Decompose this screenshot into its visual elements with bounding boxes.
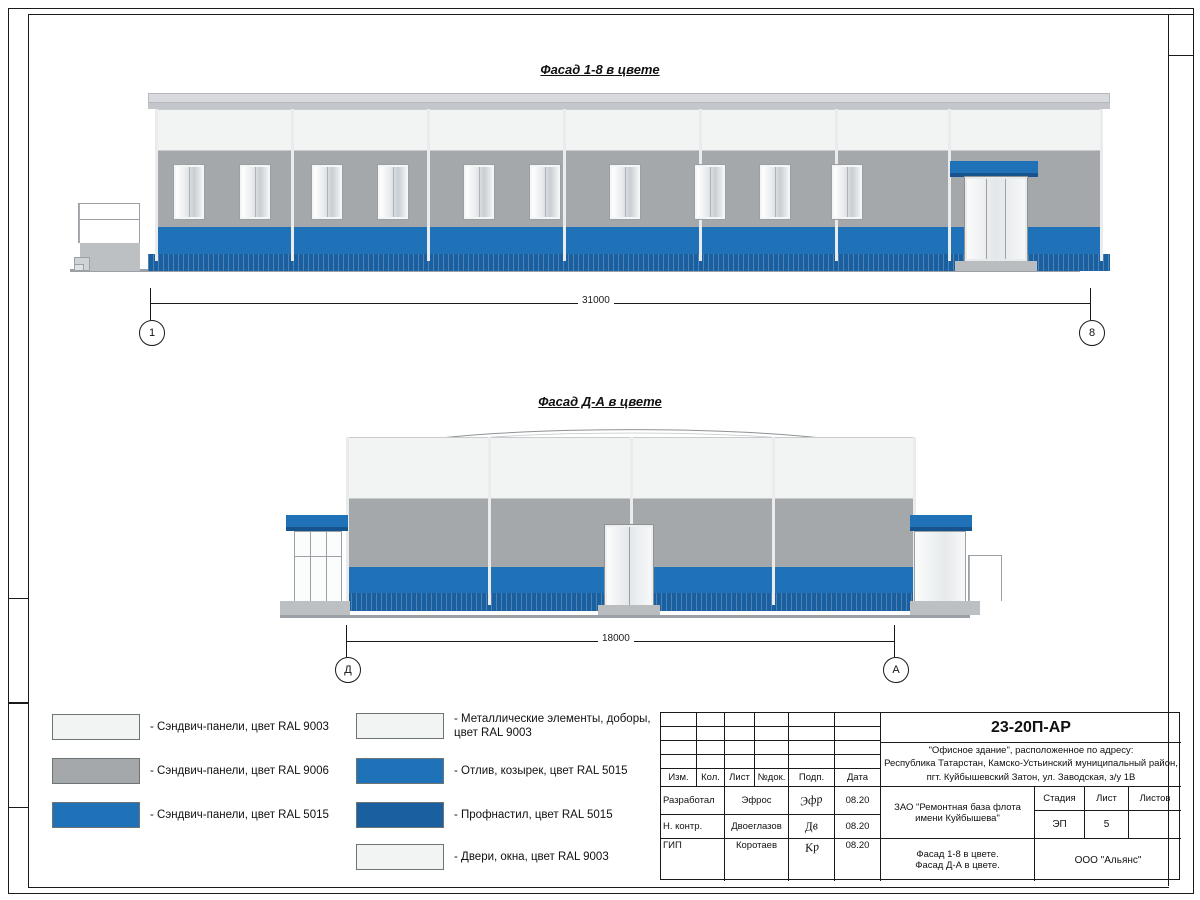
revision-cell (725, 741, 755, 755)
legend-label: - Металлические элементы, доборы, цвет RAL 9003 (454, 713, 651, 740)
axis-marker-a: А (883, 657, 909, 683)
column-header-izm: Изм. (661, 769, 697, 787)
window (240, 165, 270, 219)
legend-swatch-ral9006 (52, 758, 140, 784)
panel-seam (427, 109, 430, 261)
object-line-1: "Офисное здание", расположенное по адресу: (928, 744, 1134, 756)
revision-cell (661, 741, 697, 755)
parapet-top (148, 93, 1110, 103)
axis-marker-8: 8 (1079, 320, 1105, 346)
panel-seam (563, 109, 566, 261)
legend-swatch-canopy-ral5015 (356, 758, 444, 784)
signature-gip (789, 839, 835, 881)
center-entrance-door (605, 525, 653, 611)
signature-razrabotal (789, 787, 835, 815)
role-gip: ГИП (661, 839, 725, 881)
revision-cell (789, 727, 835, 741)
glazing-bar (326, 532, 327, 606)
legend-label: - Двери, окна, цвет RAL 9003 (454, 850, 609, 863)
view-title-facade-1-8: Фасад 1-8 в цвете (540, 62, 660, 77)
legend-label: - Отлив, козырек, цвет RAL 5015 (454, 764, 628, 777)
facade-d-a-drawing (250, 415, 1010, 685)
stair-railing-bar (78, 219, 140, 220)
customer-block (881, 787, 1035, 839)
window (378, 165, 408, 219)
facade-1-8-drawing (70, 85, 1150, 315)
panel-seam (291, 109, 294, 261)
stage-value: ЭП (1035, 811, 1085, 839)
dimension-extension-line (894, 625, 895, 657)
project-code-text: 23-20П-АР (991, 718, 1071, 736)
left-entrance-canopy (286, 515, 348, 527)
revision-cell (697, 755, 725, 769)
entrance-door (965, 177, 1027, 261)
legend-label: - Сэндвич-панели, цвет RAL 9003 (150, 720, 329, 733)
object-line-3: пгт. Куйбышевский Затон, ул. Заводская, з/у 1В (926, 771, 1136, 783)
revision-cell (755, 727, 789, 741)
signature-mark: Дв (804, 818, 819, 834)
date-gip: 08.20 (835, 839, 881, 881)
margin-box-1 (8, 598, 29, 704)
legend-label: - Сэндвич-панели, цвет RAL 9006 (150, 764, 329, 777)
revision-cell (789, 741, 835, 755)
legend-swatch-doors-ral9003 (356, 844, 444, 870)
legend-item (52, 758, 329, 784)
column-header-list: Лист (725, 769, 755, 787)
revision-cell (697, 713, 725, 727)
panel-seam (1100, 109, 1103, 261)
object-description (881, 743, 1181, 787)
revision-cell (835, 727, 881, 741)
ground-line (280, 615, 970, 618)
column-header-podp: Подп. (789, 769, 835, 787)
name-nkontr: Двоеглазов (725, 815, 789, 839)
column-header-kol: Кол. (697, 769, 725, 787)
wall-panel-upper-ral9003 (155, 109, 1103, 151)
signature-mark: Эфр (799, 791, 824, 809)
panel-seam (155, 109, 158, 261)
revision-cell (725, 755, 755, 769)
legend-item (52, 714, 329, 740)
panel-seam (772, 437, 775, 605)
role-nkontr: Н. контр. (661, 815, 725, 839)
revision-cell (661, 727, 697, 741)
legend-swatch-ral9003 (52, 714, 140, 740)
revision-cell (755, 713, 789, 727)
margin-box-3 (1168, 14, 1193, 56)
revision-cell (697, 727, 725, 741)
sheet-title (881, 839, 1035, 881)
role-razrabotal: Разработал (661, 787, 725, 815)
window (174, 165, 204, 219)
dimension-value-31000: 31000 (578, 295, 614, 306)
revision-cell (835, 741, 881, 755)
window (760, 165, 790, 219)
revision-cell (835, 713, 881, 727)
date-nkontr: 08.20 (835, 815, 881, 839)
revision-cell (755, 741, 789, 755)
legend (52, 708, 652, 868)
revision-cell (789, 713, 835, 727)
glazing-bar (295, 556, 341, 557)
object-line-2: Республика Татарстан, Камско-Устьинский муниципальный район, (884, 758, 1178, 770)
revision-cell (725, 713, 755, 727)
right-porch-door (914, 531, 966, 607)
stair-railing (78, 203, 140, 243)
column-header-data: Дата (835, 769, 881, 787)
panel-seam (948, 109, 951, 261)
legend-item (356, 802, 613, 828)
right-stair (910, 601, 980, 615)
panel-seam (488, 437, 491, 605)
legend-label: - Профнастил, цвет RAL 5015 (454, 808, 613, 821)
column-header-ndok: №док. (755, 769, 789, 787)
legend-item (356, 758, 628, 784)
customer-line-1: ЗАО "Ремонтная база флота (894, 801, 1021, 813)
legend-item (356, 844, 609, 870)
stair-step (74, 264, 84, 271)
legend-item (356, 712, 652, 741)
right-stair-railing (968, 555, 1002, 601)
glazing-bar (310, 532, 311, 606)
revision-cell (789, 755, 835, 769)
axis-marker-1: 1 (139, 320, 165, 346)
sheet-value: 5 (1085, 811, 1129, 839)
left-porch-glazing (294, 531, 342, 607)
revision-cell (755, 755, 789, 769)
margin-box-2 (8, 702, 29, 808)
window (832, 165, 862, 219)
signature-nkontr (789, 815, 835, 839)
legend-label: - Сэндвич-панели, цвет RAL 5015 (150, 808, 329, 821)
window (464, 165, 494, 219)
revision-cell (725, 727, 755, 741)
axis-marker-d: Д (335, 657, 361, 683)
name-gip: Коротаев (725, 839, 789, 881)
left-stair (280, 601, 350, 615)
revision-cell (661, 755, 697, 769)
window (695, 165, 725, 219)
sheets-value (1129, 811, 1181, 839)
revision-cell (661, 713, 697, 727)
right-entrance-canopy (910, 515, 972, 527)
name-razrabotal: Эфрос (725, 787, 789, 815)
date-razrabotal: 08.20 (835, 787, 881, 815)
window (312, 165, 342, 219)
project-code (881, 713, 1181, 743)
stage-header: Стадия (1035, 787, 1085, 811)
customer-line-2: имени Куйбышева" (915, 812, 1000, 824)
legend-swatch-profiled-ral5015 (356, 802, 444, 828)
legend-item (52, 802, 329, 828)
view-title-facade-d-a: Фасад Д-А в цвете (538, 394, 662, 409)
sheet-title-line-1: Фасад 1-8 в цвете. (916, 849, 999, 860)
dimension-extension-line (150, 288, 151, 320)
legend-swatch-ral5015 (52, 802, 140, 828)
revision-cell (835, 755, 881, 769)
sheet-header: Лист (1085, 787, 1129, 811)
sheet-title-line-2: Фасад Д-А в цвете. (915, 860, 1000, 871)
revision-cell (697, 741, 725, 755)
title-block (660, 712, 1180, 880)
entrance-steps (955, 261, 1037, 271)
designer-organization: ООО "Альянс" (1074, 854, 1142, 866)
center-entrance-step (598, 605, 660, 615)
dimension-extension-line (1090, 288, 1091, 320)
signature-mark: Кр (803, 839, 820, 855)
dimension-value-18000: 18000 (598, 633, 634, 644)
window (530, 165, 560, 219)
legend-swatch-metal-ral9003 (356, 713, 444, 739)
window (610, 165, 640, 219)
dimension-line (150, 303, 1090, 304)
sheets-header: Листов (1129, 787, 1181, 811)
entrance-canopy (950, 161, 1038, 173)
